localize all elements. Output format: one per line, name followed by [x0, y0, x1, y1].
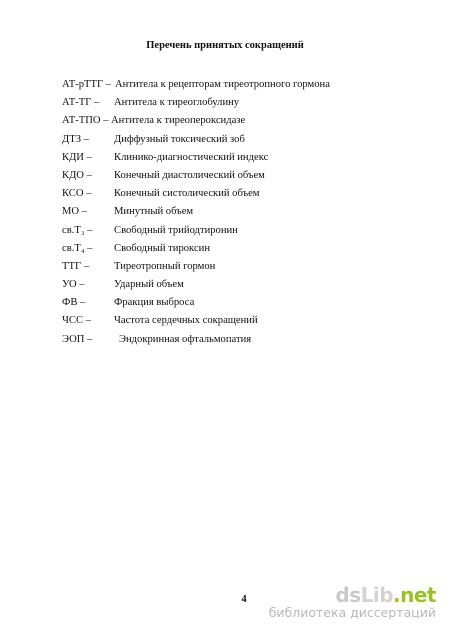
definition: Эндокринная офтальмопатия: [119, 333, 252, 345]
abbreviation: КДО –: [62, 169, 92, 181]
definition: Конечный диастолический объем: [114, 169, 265, 181]
page-number: 4: [241, 594, 247, 605]
definition: Клинико-диагностический индекс: [114, 151, 269, 163]
watermark: [269, 584, 436, 620]
definition: Ударный объем: [114, 279, 184, 291]
page-title: Перечень принятых сокращений: [146, 40, 304, 51]
list-item: [62, 97, 422, 115]
abbreviation: ДТЗ –: [62, 133, 89, 145]
abbreviation: ФВ –: [62, 297, 86, 309]
definition: Свободный трийодтиронин: [114, 224, 238, 236]
definition: Антитела к тиреопероксидазе: [111, 115, 246, 127]
watermark-logo[interactable]: dsLib.net: [335, 583, 436, 607]
list-item: [62, 315, 422, 333]
list-item: [62, 225, 422, 243]
abbreviation: КСО –: [62, 188, 92, 200]
list-item: [62, 243, 422, 261]
list-item: [62, 188, 422, 206]
definition: Фракция выброса: [114, 297, 195, 309]
list-item: [62, 261, 422, 279]
list-item: [62, 279, 422, 297]
list-item: [62, 152, 422, 170]
list-item: [62, 79, 422, 97]
abbreviations-list: [62, 79, 422, 352]
list-item: [62, 170, 422, 188]
abbreviation: ЭОП –: [62, 333, 93, 345]
abbreviation: АТ-ТПО –: [62, 115, 109, 127]
definition: Частота сердечных сокращений: [114, 315, 258, 327]
list-item: [62, 334, 422, 352]
list-item: [62, 206, 422, 224]
abbreviation: св.T₃ –: [62, 224, 93, 236]
definition: Тиреотропный гормон: [114, 260, 216, 272]
abbreviation: АТ-ТГ –: [62, 97, 100, 109]
definition: Диффузный токсический зоб: [114, 133, 245, 145]
list-item: [62, 115, 422, 133]
abbreviation: КДИ –: [62, 151, 92, 163]
list-item: [62, 134, 422, 152]
abbreviation: св.T₄ –: [62, 242, 93, 254]
definition: Антитела к рецепторам тиреотропного гормона: [115, 79, 330, 90]
list-item: [62, 297, 422, 315]
definition: Минутный объем: [114, 206, 194, 218]
abbreviation: ТТГ –: [62, 260, 90, 272]
abbreviation: УО –: [62, 279, 85, 291]
abbreviation: ЧСС –: [62, 315, 91, 327]
abbreviation: МО –: [62, 206, 88, 218]
watermark-subtitle: библиотека диссертаций: [268, 605, 436, 620]
definition: Антитела к тиреоглобулину: [114, 97, 240, 109]
definition: Свободный тироксин: [114, 242, 210, 254]
definition: Конечный систолический объем: [114, 188, 260, 200]
abbreviation: АТ-рТТГ –: [62, 79, 112, 90]
